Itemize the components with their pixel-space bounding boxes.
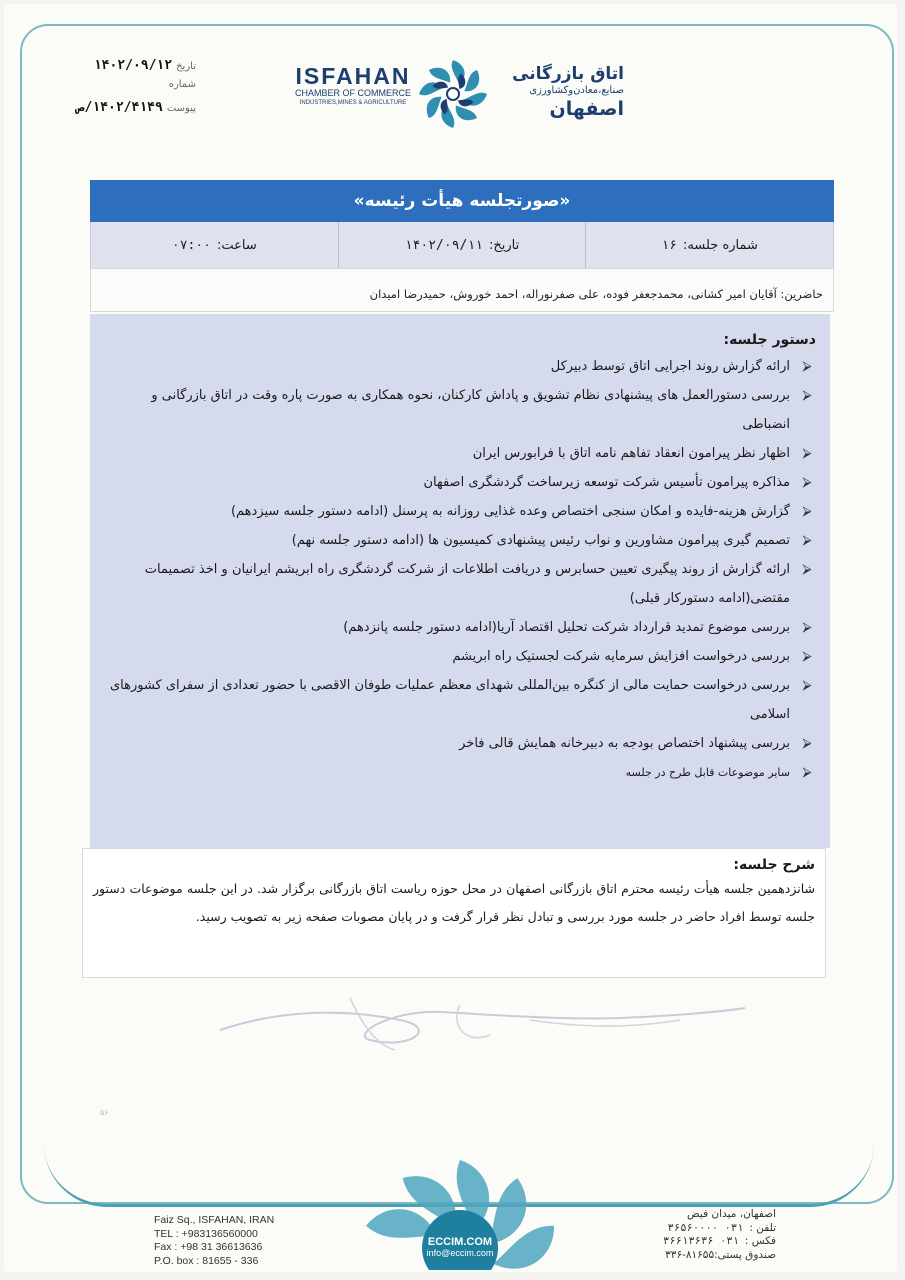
meta-attachment-row (46, 100, 196, 121)
agenda-item-text: اظهار نظر پیرامون انعقاد تفاهم نامه اتاق با فرابورس ایران (472, 446, 790, 461)
description-heading: شرح جلسه: (733, 857, 815, 873)
logo-persian (488, 64, 624, 120)
agenda-item (100, 555, 816, 613)
agenda-item (100, 729, 816, 758)
agenda-item-text: گزارش هزینه-فایده و امکان سنجی اختصاص وعده غذایی روزانه به پرسنل (ادامه دستور جلسه سیزدهم) (230, 504, 790, 519)
agenda-heading: دستور جلسه: (723, 332, 816, 348)
footer-address-en: Faiz Sq., ISFAHAN, IRAN (154, 1214, 275, 1226)
check-arrow-icon: ⮚ (802, 562, 812, 577)
agenda-item (100, 352, 816, 381)
logo-fa-line1: اتاق بازرگانی (512, 64, 624, 84)
check-arrow-icon: ⮚ (802, 359, 812, 374)
session-date-cell (338, 222, 586, 268)
letter-meta (46, 58, 196, 121)
agenda-item-text: بررسی پیشنهاد اختصاص بودجه به دبیرخانه همایش قالی فاخر (459, 736, 790, 751)
agenda-item-text: بررسی دستورالعمل های پیشنهادی نظام تشویق و پاداش کارکنان، نحوه همکاری به صورت پاره وقت در اتاق بازرگانی و انضباطی (151, 388, 790, 432)
agenda-item (100, 642, 816, 671)
agenda-item-text: تصمیم گیری پیرامون مشاورین و نواب رئیس پیشنهادی کمیسیون ها (ادامه دستور جلسه نهم) (291, 533, 790, 548)
agenda-section (90, 314, 830, 848)
check-arrow-icon: ⮚ (802, 388, 812, 403)
check-arrow-icon: ⮚ (802, 765, 812, 780)
footer-fax-fa-label: فکس : (744, 1235, 776, 1247)
attendees-line: حاضرین: آقایان امیر کشانی، محمدجعفر فوده، علی صفرنوراله، احمد خوروش، حمیدرضا امیدان (90, 268, 834, 312)
agenda-item (100, 758, 816, 787)
footer-tel-fa: ۰۳۱ ۳۶۵۶۰۰۰۰ (667, 1221, 744, 1234)
signature-scribble (200, 990, 760, 1060)
meta-number-label: شماره (168, 79, 196, 90)
agenda-item (100, 671, 816, 729)
logo-fa-line2: صنایع،معادن‌وکشاورزی (529, 85, 624, 96)
logo-en-line2: CHAMBER OF COMMERCE (294, 88, 411, 98)
footer-contact-en (154, 1214, 294, 1268)
description-text: شانزدهمین جلسه هیأت رئیسه محترم اتاق بازرگانی اصفهان در محل حوزه ریاست اتاق بازرگانی برگزار شد. در این جلسه موضوعات دستور جلسه توسط افراد حاضر در جلسه مورد بررسی و تبادل نظر قرار گرفت و در پایان مصوبات صفحه زیر به تصویب رسید. (93, 881, 815, 924)
session-date-value: ۱۴۰۲/۰۹/۱۱ (404, 237, 484, 253)
session-time-cell (91, 222, 338, 268)
check-arrow-icon: ⮚ (802, 620, 812, 635)
check-arrow-icon: ⮚ (802, 649, 812, 664)
logo-swirl-icon (415, 56, 491, 132)
session-time-label: ساعت: (217, 237, 257, 253)
meta-attachment-value: ۱۴۰۲/۴۱۴۹/ص (76, 100, 163, 115)
agenda-item (100, 497, 816, 526)
check-arrow-icon: ⮚ (802, 678, 812, 693)
agenda-item-text: سایر موضوعات قابل طرح در جلسه (625, 766, 790, 779)
agenda-item-text: بررسی درخواست افزایش سرمایه شرکت لجستیک راه ابریشم (452, 649, 790, 664)
meta-attachment-label: پیوست (166, 103, 196, 114)
footer-web (405, 1236, 515, 1258)
agenda-item (100, 526, 816, 555)
footer-fax-fa: ۰۳۱ ۳۶۶۱۳۶۳۶ (663, 1235, 739, 1247)
check-arrow-icon: ⮚ (802, 736, 812, 751)
session-time-value: ۰۷:۰۰ (171, 237, 212, 253)
footer-tel-en: TEL : +983136560000 (154, 1227, 258, 1240)
document-title: «صورتجلسه هیأت رئیسه» (90, 180, 834, 222)
check-arrow-icon: ⮚ (802, 533, 812, 548)
agenda-item-text: ارائه گزارش روند اجرایی اتاق توسط دبیرکل (550, 359, 790, 374)
logo-fa-line3: اصفهان (549, 98, 624, 120)
chamber-logo (288, 56, 624, 132)
session-info-row (90, 222, 834, 268)
check-arrow-icon: ⮚ (802, 475, 812, 490)
meta-date-row (46, 58, 196, 79)
logo-english (288, 64, 418, 107)
session-number-cell (585, 222, 833, 268)
session-number-label: شماره جلسه: (683, 237, 758, 253)
footer-address-fa: اصفهان، میدان فیض (687, 1208, 776, 1220)
agenda-item-text: بررسی موضوع تمدید قرارداد شرکت تحلیل اقتصاد آریا(ادامه دستور جلسه پانزدهم) (343, 620, 790, 635)
agenda-item (100, 439, 816, 468)
meta-number-row (46, 79, 196, 100)
meta-date-label: تاریخ (176, 61, 196, 72)
logo-en-name: ISFAHAN (295, 63, 411, 89)
session-description (82, 848, 826, 978)
page-mark: ۵۶ (100, 1108, 109, 1117)
footer-tel-fa-label: تلفن : (749, 1221, 776, 1234)
check-arrow-icon: ⮚ (802, 504, 812, 519)
footer-fax-fa-row (636, 1235, 776, 1249)
footer-po-en: P.O. box : 81655 - 336 (154, 1254, 259, 1267)
session-date-label: تاریخ: (489, 237, 520, 253)
agenda-item (100, 468, 816, 497)
footer-contact-fa (636, 1208, 776, 1262)
agenda-item-text: ارائه گزارش از روند پیگیری تعیین حسابرس و دریافت اطلاعات از شرکت گردشگری راه ابریشم ایرانیان و اخذ تصمیمات مقتضی(ادامه دستورکار قبلی) (144, 562, 790, 606)
meta-date-value: ۱۴۰۲/۰۹/۱۲ (93, 58, 173, 73)
check-arrow-icon: ⮚ (802, 446, 812, 461)
footer-email-link[interactable]: info@eccim.com (426, 1248, 494, 1258)
footer-tel-fa-row (636, 1222, 776, 1236)
logo-en-line3: INDUSTRIES,MINES & AGRICULTURE (299, 100, 407, 106)
footer-website-link[interactable]: ECCIM.COM (427, 1236, 493, 1248)
footer-fax-en: Fax : +98 31 36613636 (154, 1241, 263, 1253)
agenda-item-text: مذاکره پیرامون تأسیس شرکت توسعه زیرساخت گردشگری اصفهان (423, 475, 790, 490)
session-number-value: ۱۶ (661, 237, 678, 253)
agenda-item-text: بررسی درخواست حمایت مالی از کنگره بین‌المللی شهدای معظم عملیات طوفان الاقصی با حضور تعدادی از سفرای کشورهای اسلامی (109, 678, 790, 722)
agenda-item (100, 381, 816, 439)
agenda-list (100, 352, 816, 787)
footer-po-fa: صندوق پستی:۸۱۶۵۵-۳۳۶ (665, 1248, 776, 1261)
agenda-item (100, 613, 816, 642)
